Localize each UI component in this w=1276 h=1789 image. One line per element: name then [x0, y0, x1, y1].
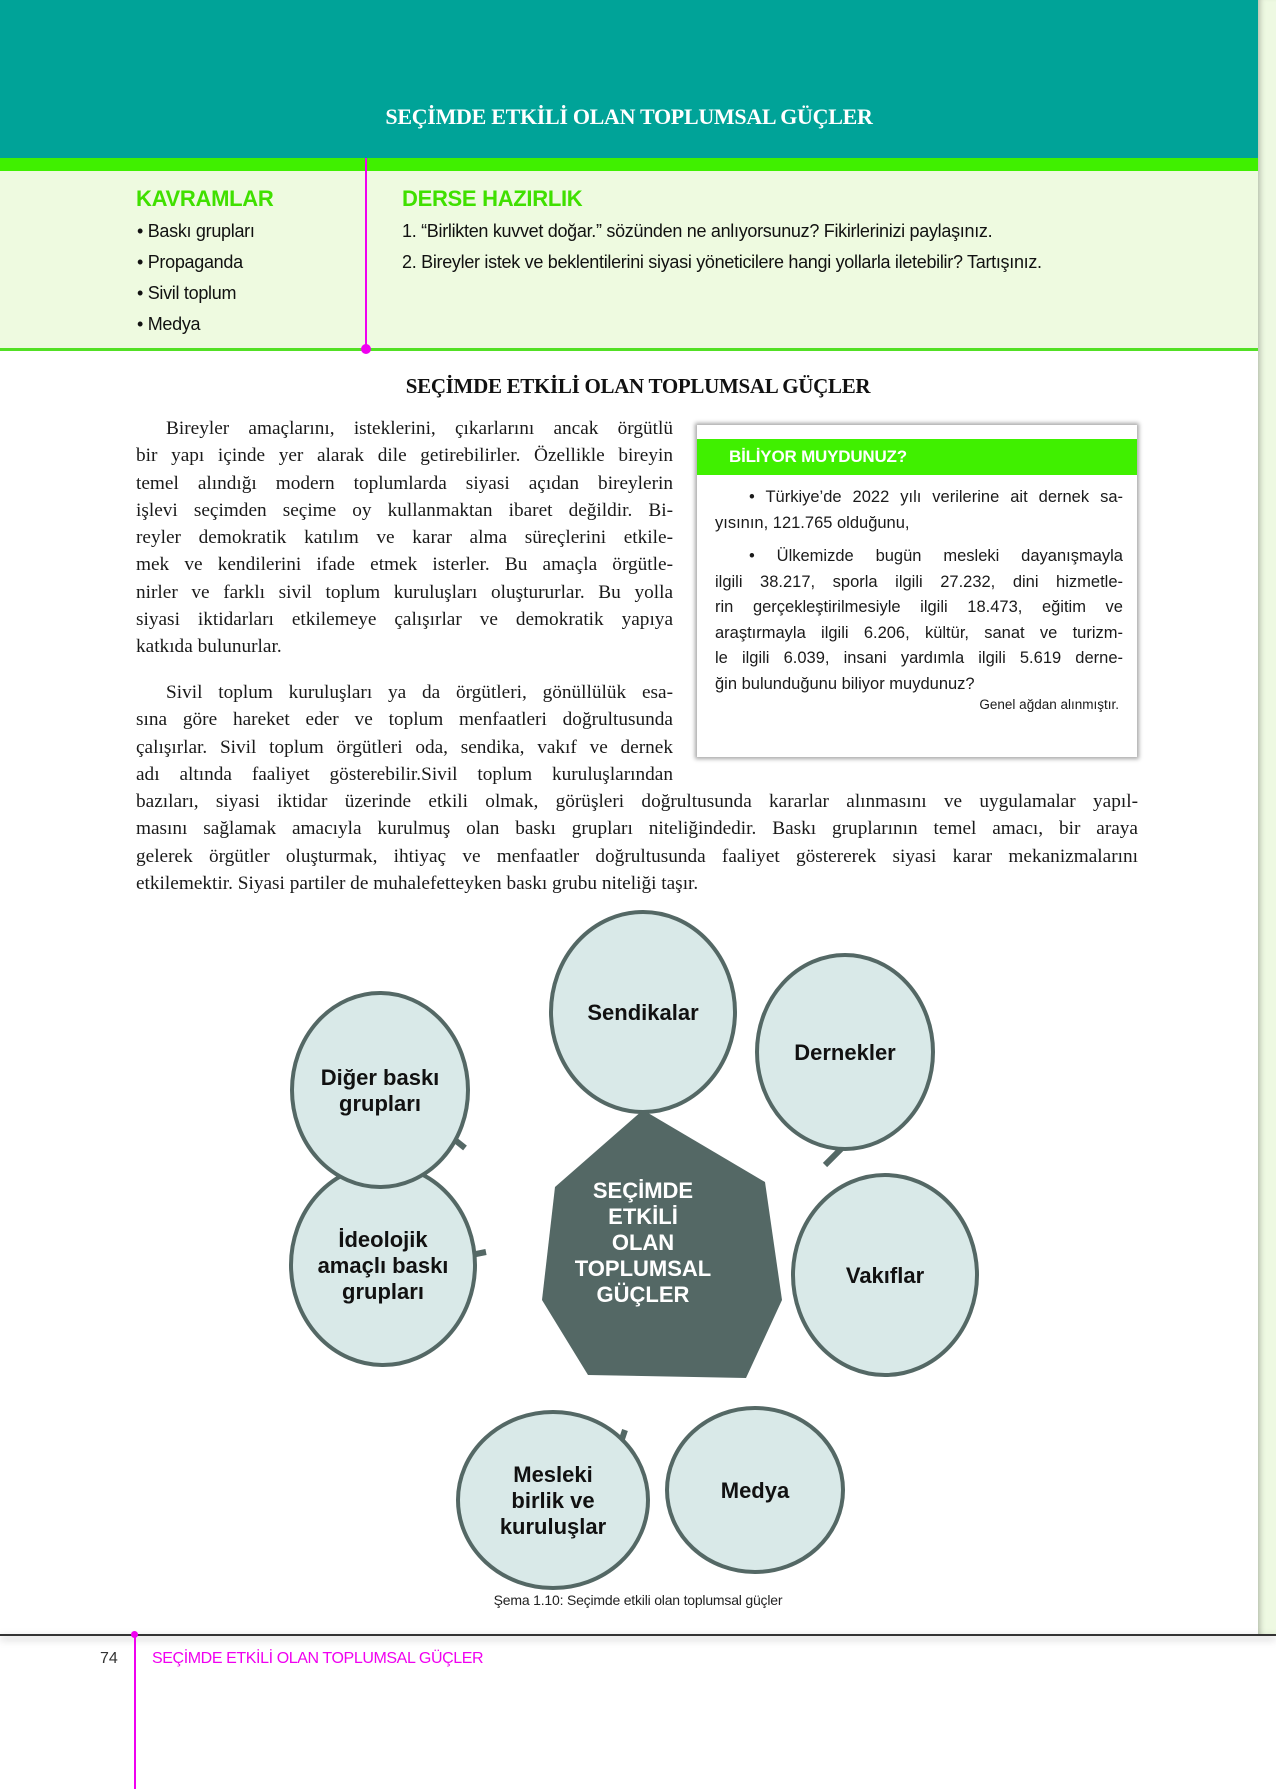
center-label: ETKİLİ	[608, 1204, 678, 1229]
node-label-vakiflar: Vakıflar	[845, 1263, 925, 1288]
footer-divider-dot	[131, 1631, 138, 1638]
node-label-mesleki: kuruluşlar	[499, 1514, 607, 1539]
node-label-diger: Diğer baskı	[320, 1065, 440, 1090]
page-edge-strip	[1258, 0, 1276, 1636]
footer-divider	[134, 1634, 136, 1789]
center-label: TOPLUMSAL	[574, 1256, 712, 1281]
info-line: • Türkiye’de 2022 yılı verilerine ait dernek sa-	[749, 488, 1123, 506]
derse-hazirlik-title: DERSE HAZIRLIK	[402, 186, 583, 211]
section-heading: SEÇİMDE ETKİLİ OLAN TOPLUMSAL GÜÇLER	[405, 374, 871, 398]
text-line: gelerek örgütler oluşturmak, ihtiyaç ve menfaatler doğrultusunda faaliyet göstererek siyasi karar mekanizmalarını	[136, 845, 1138, 867]
center-label: OLAN	[611, 1230, 675, 1255]
page-bottom-edge	[0, 1634, 1276, 1636]
footer-chapter-title: SEÇİMDE ETKİLİ OLAN TOPLUMSAL GÜÇLER	[152, 1650, 484, 1667]
panel-divider	[365, 158, 367, 350]
text-line: adı altında faaliyet gösterebilir.Sivil toplum kuruluşlarından	[136, 763, 673, 785]
center-label: SEÇİMDE	[592, 1178, 694, 1203]
text-line: çalışırlar. Sivil toplum örgütleri oda, sendika, vakıf ve dernek	[136, 736, 673, 758]
text-line: bir yapı içinde yer alarak dile getirebilirler. Özellikle bireyin	[136, 445, 673, 467]
prep-question: 1. “Birlikten kuvvet doğar.” sözünden ne anlıyorsunuz? Fikirlerinizi paylaşınız.	[402, 221, 993, 241]
text-line: masını sağlamak amacıyla kurulmuş olan baskı grupları niteliğindedir. Baskı gruplarının temel amacı, bir araya	[136, 818, 1138, 840]
node-label-ideolojik: İdeolojik	[338, 1227, 428, 1252]
kavram-item: • Baskı grupları	[137, 221, 255, 241]
text-line: reyler demokratik katılım ve karar alma süreçlerini etkile-	[136, 527, 673, 549]
text-line: bazıları, siyasi iktidar üzerinde etkili olmak, görüşleri doğrultusunda kararlar alınmasını ve uygulamalar yapıl-	[136, 791, 1138, 813]
node-label-ideolojik: amaçlı baskı	[317, 1253, 449, 1278]
kavramlar-title: KAVRAMLAR	[136, 186, 274, 211]
node-label-ideolojik: grupları	[342, 1279, 424, 1304]
did-you-know-body	[715, 485, 1123, 697]
header-title: SEÇİMDE ETKİLİ OLAN TOPLUMSAL GÜÇLER	[385, 104, 873, 129]
prep-question: 2. Bireyler istek ve beklentilerini siyasi yöneticilere hangi yollarla iletebilir? Tartışınız.	[402, 252, 1042, 272]
text-line: nirler ve farklı sivil toplum kuruluşları oluştururlar. Bu yolla	[136, 581, 673, 603]
kavram-item: • Sivil toplum	[137, 283, 237, 303]
node-label-mesleki: Mesleki	[513, 1462, 593, 1487]
diagram-caption: Şema 1.10: Seçimde etkili olan toplumsal güçler	[493, 1592, 783, 1608]
text-line: mek ve kendilerini ifade etmek isterler. Bu amaçla örgütle-	[136, 554, 673, 576]
info-line: araştırmayla ilgili 6.206, kültür, sanat ve turizm-	[715, 623, 1123, 642]
text-line: etkilemektir. Siyasi partiler de muhalefetteyken baskı grubu niteliği taşır.	[136, 873, 699, 895]
divider-dot	[361, 344, 371, 354]
node-label-diger: grupları	[339, 1091, 421, 1116]
text-line: siyasi iktidarları etkilemeye çalışırlar ve demokratik yapıya	[136, 609, 673, 631]
info-line: • Ülkemizde bugün mesleki dayanışmayla	[749, 547, 1123, 565]
text-line: sına göre hareket eder ve toplum menfaatleri doğrultusunda	[136, 709, 673, 731]
page-number: 74	[100, 1650, 118, 1667]
node-label-sendikalar: Sendikalar	[587, 1000, 699, 1025]
node-label-mesleki: birlik ve	[511, 1488, 595, 1513]
info-line: yısının, 121.765 olduğunu,	[715, 513, 910, 532]
info-line: ğin bulunduğunu biliyor muydunuz?	[715, 674, 975, 693]
header-accent-band	[0, 158, 1258, 171]
text-line: Sivil toplum kuruluşları ya da örgütleri, gönüllülük esa-	[166, 682, 673, 703]
text-line: temel alındığı modern toplumlarda siyasi açıdan bireylerin	[136, 472, 673, 494]
text-line: Bireyler amaçlarını, isteklerini, çıkarlarını ancak örgütlü	[166, 418, 673, 439]
kavram-item: • Propaganda	[137, 252, 243, 272]
node-label-medya: Medya	[720, 1478, 790, 1503]
social-forces-diagram	[270, 920, 1030, 1539]
chapter-header	[0, 0, 1258, 158]
info-line: ilgili 38.217, sporla ilgili 27.232, dini hizmetle-	[715, 572, 1123, 591]
center-label: GÜÇLER	[596, 1282, 690, 1307]
text-line: katkıda bulunurlar.	[136, 636, 282, 658]
paragraph-1	[136, 415, 673, 661]
kavram-item: • Medya	[137, 314, 201, 334]
info-line: le ilgili 6.039, insani yardımla ilgili 5.619 derne-	[715, 649, 1123, 667]
did-you-know-box	[697, 425, 1137, 757]
node-circle-diger	[292, 993, 468, 1187]
node-label-dernekler: Dernekler	[794, 1040, 896, 1065]
info-source: Genel ağdan alınmıştır.	[979, 697, 1119, 712]
info-line: rin gerçekleştirilmesiyle ilgili 18.473, eğitim ve	[715, 598, 1123, 616]
text-line: işlevi seçimden seçime oy kullanmaktan ibaret değildir. Bi-	[136, 499, 673, 521]
did-you-know-header	[697, 439, 1137, 475]
did-you-know-title: BİLİYOR MUYDUNUZ?	[729, 447, 907, 466]
